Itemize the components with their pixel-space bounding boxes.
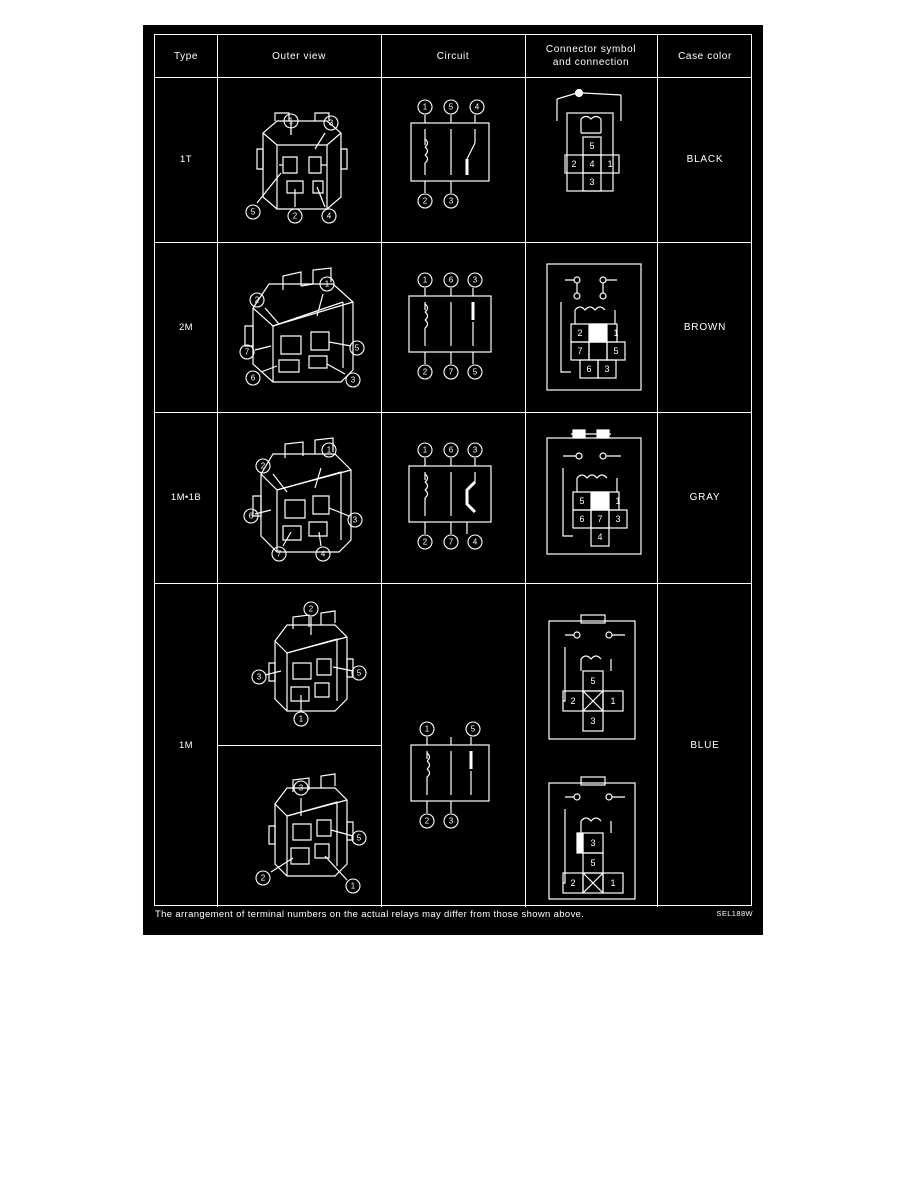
circuit-1t <box>381 77 525 242</box>
svg-text:4: 4 <box>597 532 603 542</box>
svg-text:3: 3 <box>448 196 454 206</box>
outer-view-1m-bottom <box>217 746 381 907</box>
svg-text:3: 3 <box>590 838 596 848</box>
connector-1m <box>525 583 657 907</box>
svg-text:3: 3 <box>350 375 356 385</box>
relay-table <box>154 34 752 906</box>
svg-text:2: 2 <box>422 196 428 206</box>
svg-text:1: 1 <box>613 328 619 338</box>
svg-text:6: 6 <box>579 514 585 524</box>
header-connector <box>525 35 657 77</box>
svg-text:5: 5 <box>579 496 585 506</box>
svg-text:3: 3 <box>298 783 304 793</box>
svg-text:1: 1 <box>298 714 304 724</box>
svg-text:1: 1 <box>422 445 428 455</box>
svg-text:2: 2 <box>260 461 266 471</box>
svg-text:1: 1 <box>615 496 621 506</box>
row-type-2m: 2M <box>179 321 193 333</box>
svg-text:3: 3 <box>590 716 596 726</box>
svg-text:1: 1 <box>607 159 613 169</box>
svg-text:6: 6 <box>448 275 454 285</box>
svg-text:3: 3 <box>352 515 358 525</box>
svg-text:5: 5 <box>470 724 476 734</box>
svg-text:2: 2 <box>308 604 314 614</box>
svg-text:5: 5 <box>590 676 596 686</box>
svg-text:7: 7 <box>448 537 454 547</box>
svg-text:5: 5 <box>613 346 619 356</box>
svg-text:2: 2 <box>292 211 298 221</box>
header-connector-line1: Connector symbol <box>545 44 637 55</box>
row-type-1t: 1T <box>180 154 192 165</box>
svg-text:5: 5 <box>590 858 596 868</box>
svg-text:2: 2 <box>570 696 576 706</box>
circuit-1m1b <box>381 412 525 583</box>
outer-view-1m1b <box>217 412 381 583</box>
svg-text:4: 4 <box>320 549 326 559</box>
outer-view-1m-top <box>217 583 381 745</box>
svg-text:2: 2 <box>260 873 266 883</box>
svg-text:5: 5 <box>250 207 256 217</box>
header-type: Type <box>173 50 199 62</box>
svg-text:1: 1 <box>326 445 332 455</box>
svg-text:3: 3 <box>472 445 478 455</box>
svg-text:3: 3 <box>615 514 621 524</box>
svg-text:1: 1 <box>324 279 330 289</box>
svg-text:1: 1 <box>422 102 428 112</box>
connector-1m1b <box>525 412 657 583</box>
circuit-1m <box>381 583 525 907</box>
svg-text:5: 5 <box>356 668 362 678</box>
relay-table-figure <box>143 25 763 935</box>
svg-text:2: 2 <box>577 328 583 338</box>
svg-text:7: 7 <box>276 549 282 559</box>
svg-text:2: 2 <box>254 295 260 305</box>
svg-text:3: 3 <box>448 816 454 826</box>
header-connector-line2: and connection <box>552 57 630 68</box>
svg-text:3: 3 <box>328 118 334 128</box>
svg-text:3: 3 <box>472 275 478 285</box>
connector-2m <box>525 242 657 412</box>
svg-text:2: 2 <box>424 816 430 826</box>
svg-text:6: 6 <box>448 445 454 455</box>
terminal-label: 1 <box>288 116 294 126</box>
svg-text:3: 3 <box>256 672 262 682</box>
svg-text:7: 7 <box>244 347 250 357</box>
outer-view-1t <box>217 77 381 242</box>
svg-text:5: 5 <box>589 141 595 151</box>
svg-text:2: 2 <box>422 537 428 547</box>
svg-text:1: 1 <box>424 724 430 734</box>
svg-text:2: 2 <box>570 878 576 888</box>
svg-text:7: 7 <box>597 514 603 524</box>
svg-text:1: 1 <box>350 881 356 891</box>
circuit-2m <box>381 242 525 412</box>
svg-text:6: 6 <box>586 364 592 374</box>
figure-note: The arrangement of terminal numbers on the actual relays may differ from those shown above. <box>155 909 585 920</box>
row-type-1m1b: 1M•1B <box>170 492 202 503</box>
svg-text:3: 3 <box>589 177 595 187</box>
svg-text:6: 6 <box>248 511 254 521</box>
figure-id-label: SEL188W <box>716 909 753 918</box>
svg-text:4: 4 <box>326 211 332 221</box>
row-color-1t: BLACK <box>686 154 724 165</box>
row-color-1m: BLUE <box>690 739 720 751</box>
row-color-1m1b: GRAY <box>689 492 721 503</box>
svg-text:5: 5 <box>354 343 360 353</box>
header-circuit: Circuit <box>436 50 470 62</box>
svg-text:4: 4 <box>472 537 478 547</box>
svg-text:2: 2 <box>571 159 577 169</box>
svg-text:4: 4 <box>474 102 480 112</box>
svg-text:1: 1 <box>610 878 616 888</box>
svg-text:1: 1 <box>610 696 616 706</box>
svg-text:1: 1 <box>422 275 428 285</box>
header-outer-view: Outer view <box>272 50 326 62</box>
svg-text:2: 2 <box>422 367 428 377</box>
row-type-1m: 1M <box>179 739 193 751</box>
svg-text:3: 3 <box>604 364 610 374</box>
svg-text:7: 7 <box>448 367 454 377</box>
svg-text:5: 5 <box>448 102 454 112</box>
outer-view-2m <box>217 242 381 412</box>
svg-text:6: 6 <box>250 373 256 383</box>
svg-text:7: 7 <box>577 346 583 356</box>
row-color-2m: BROWN <box>683 321 727 333</box>
svg-text:4: 4 <box>589 159 595 169</box>
svg-text:5: 5 <box>472 367 478 377</box>
header-case-color: Case color <box>678 50 732 62</box>
connector-1t <box>525 77 657 242</box>
svg-text:5: 5 <box>356 833 362 843</box>
